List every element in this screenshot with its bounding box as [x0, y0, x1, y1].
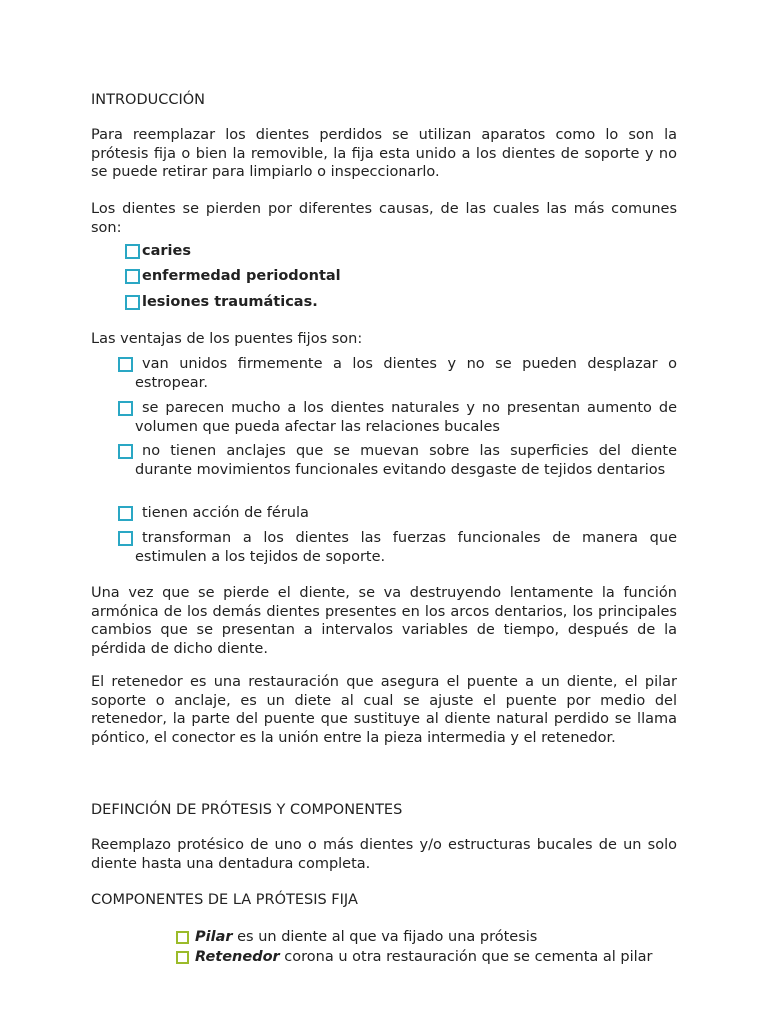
list-item: Retenedor corona u otra restauración que se cementa al pilar — [195, 948, 677, 967]
list-item: caries — [142, 242, 677, 261]
list-item: no tienen anclajes que se muevan sobre las superficies del diente durante movimientos funcionales evitando desgaste de tejidos dentarios — [135, 442, 677, 479]
checkbox-bullet-icon — [118, 444, 133, 459]
intro-heading: INTRODUCCIÓN — [91, 92, 206, 108]
checkbox-bullet-icon — [125, 269, 140, 284]
square-bullet-icon — [176, 931, 189, 944]
square-bullet-icon — [176, 951, 189, 964]
checkbox-bullet-icon — [118, 531, 133, 546]
list-item: Pilar es un diente al que va fijado una prótesis — [195, 928, 677, 947]
list-item: transforman a los dientes las fuerzas funcionales de manera que estimulen a los tejidos de soporte. — [135, 529, 677, 566]
checkbox-bullet-icon — [118, 506, 133, 521]
components-heading: COMPONENTES DE LA PRÓTESIS FIJA — [91, 892, 358, 908]
advantages-intro: Las ventajas de los puentes fijos son: — [91, 331, 363, 347]
tooth-loss-paragraph: Una vez que se pierde el diente, se va destruyendo lentamente la función armónica de los demás dientes presentes en los arcos dentarios, los principales cambios que se presentan a intervalos variables de tiempo, después de la pérdida de dicho diente. — [91, 585, 677, 657]
list-item: se parecen mucho a los dientes naturales y no presentan aumento de volumen que pueda afectar las relaciones bucales — [135, 399, 677, 436]
definition-heading: DEFINCIÓN DE PRÓTESIS Y COMPONENTES — [91, 802, 403, 818]
retainer-paragraph: El retenedor es una restauración que asegura el puente a un diente, el pilar soporte o anclaje, es un diete al cual se ajuste el puente por medio del retenedor, la parte del puente que sustituye al diente natural perdido se llama póntico, el conector es la unión entre la pieza intermedia y el retenedor. — [91, 674, 677, 746]
checkbox-bullet-icon — [125, 295, 140, 310]
definition-paragraph: Reemplazo protésico de uno o más dientes y/o estructuras bucales de un solo diente hasta una dentadura completa. — [91, 837, 677, 872]
list-item: enfermedad periodontal — [142, 267, 677, 286]
list-item: lesiones traumáticas. — [142, 293, 677, 312]
list-item: van unidos firmemente a los dientes y no se pueden desplazar o estropear. — [135, 355, 677, 392]
checkbox-bullet-icon — [125, 244, 140, 259]
checkbox-bullet-icon — [118, 357, 133, 372]
checkbox-bullet-icon — [118, 401, 133, 416]
intro-paragraph-2: Los dientes se pierden por diferentes causas, de las cuales las más comunes son: — [91, 201, 677, 236]
intro-paragraph-1: Para reemplazar los dientes perdidos se utilizan aparatos como lo son la prótesis fija o bien la removible, la fija esta unido a los dientes de soporte y no se puede retirar para limpiarlo o inspeccionarlo. — [91, 127, 677, 180]
list-item: tienen acción de férula — [135, 504, 677, 523]
